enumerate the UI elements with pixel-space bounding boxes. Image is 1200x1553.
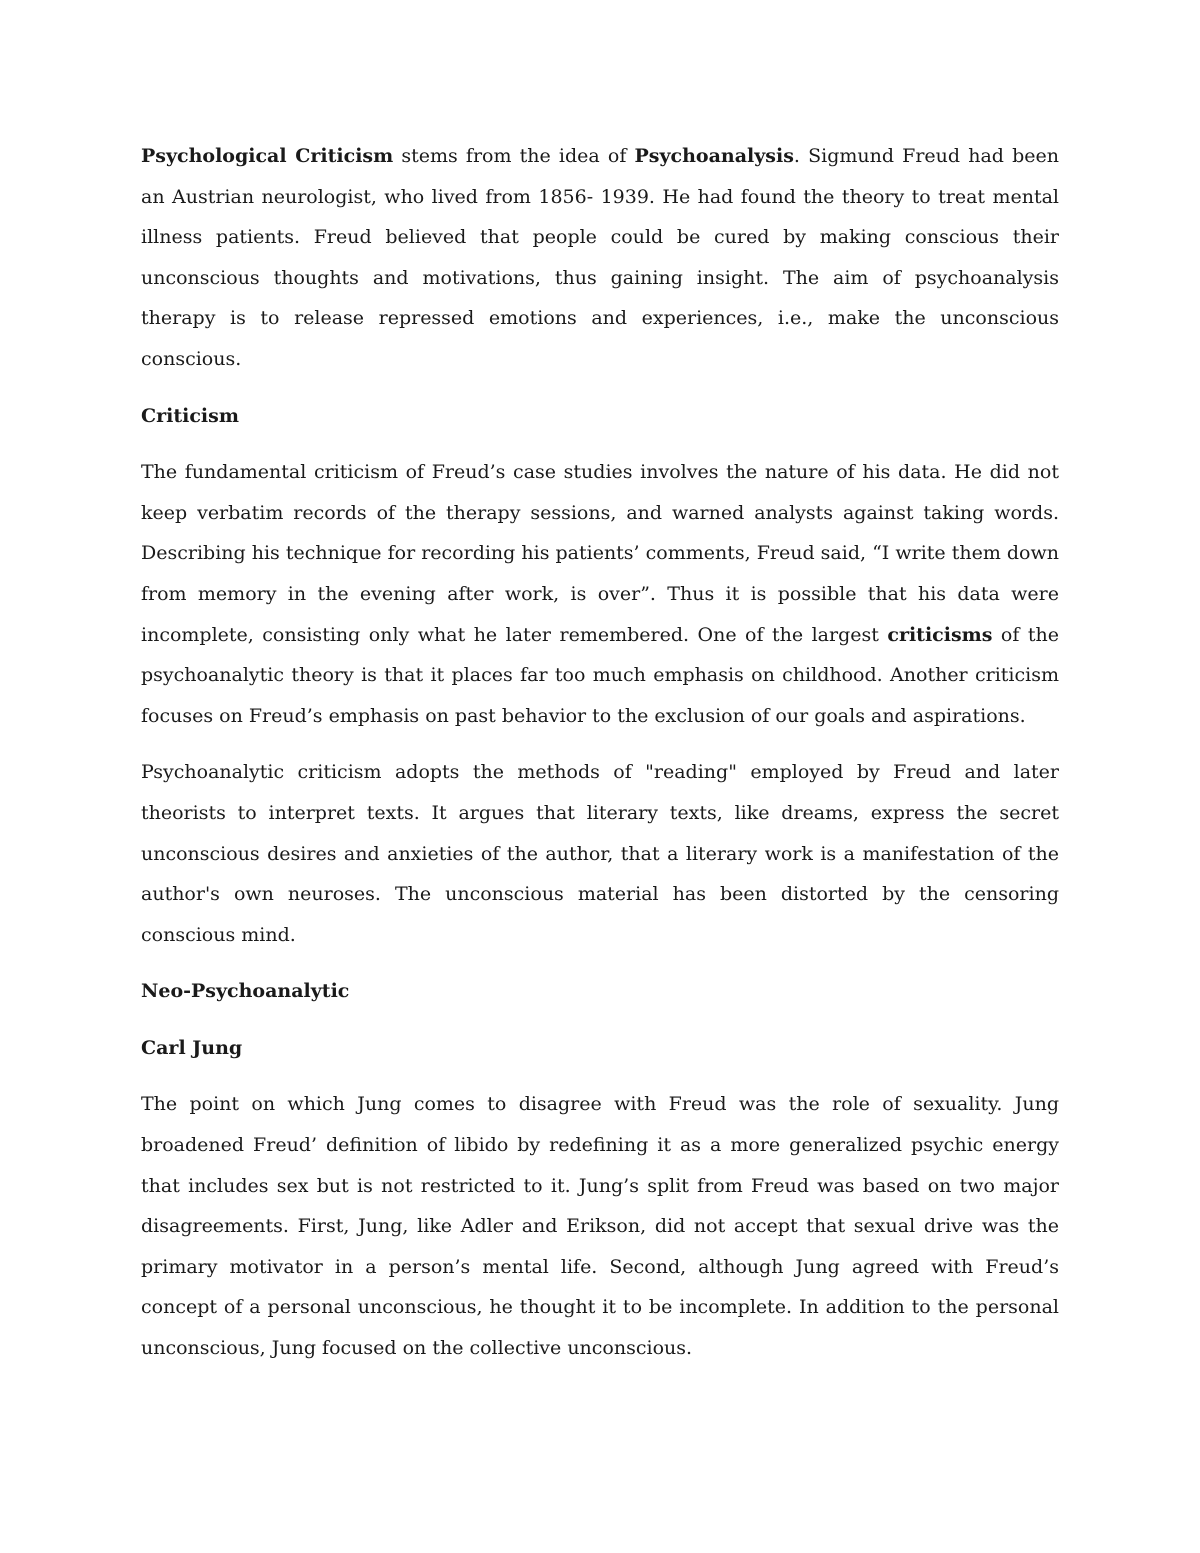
term-criticisms: criticisms: [887, 623, 993, 646]
psychoanalytic-criticism-paragraph: Psychoanalytic criticism adopts the methods of "reading" employed by Freud and later theorists to interpret texts. It argues that literary texts, like dreams, express the secret unconscious desires and anxieties of the author, that a literary work is a manifestation of the author's own neuroses. The unconscious material has been distorted by the censoring conscious mind.: [141, 761, 1059, 946]
term-psychoanalysis: Psychoanalysis: [634, 145, 794, 167]
criticism-text-2: of the psychoanalytic theory is that it places far too much emphasis on childhood. Another criticism focuses on Freud’s emphasis on past behavior to the exclusion of our goals and aspirations.: [141, 623, 1060, 727]
criticism-text-1: The fundamental criticism of Freud’s case studies involves the nature of his data. He did not keep verbatim records of the therapy sessions, and warned analysts against taking words. Describing his technique for recording his patients’ comments, Freud said, “I write them down from memory in the evening after work, is over”. Thus it is possible that his data were incomplete, consisting only what he later remembered. One of the largest: [141, 461, 1059, 646]
document-body: [141, 136, 1059, 1369]
heading-criticism: Criticism: [141, 404, 239, 427]
jung-paragraph: The point on which Jung comes to disagree with Freud was the role of sexuality. Jung broadened Freud’ definition of libido by redefining it as a more generalized psychic energy that includes sex but is not restricted to it. Jung’s split from Freud was based on two major disagreements. First, Jung, like Adler and Erikson, did not accept that sexual drive was the primary motivator in a person’s mental life. Second, although Jung agreed with Freud’s concept of a personal unconscious, he thought it to be incomplete. In addition to the personal unconscious, Jung focused on the collective unconscious.: [141, 1093, 1059, 1360]
term-psychological-criticism: Psychological Criticism: [141, 145, 394, 167]
intro-text-1: stems from the idea of: [393, 145, 635, 167]
heading-carl-jung: Carl Jung: [141, 1036, 243, 1059]
criticism-paragraph: [141, 452, 1059, 736]
intro-paragraph: [141, 136, 1059, 380]
heading-neo-psychoanalytic: Neo-Psychoanalytic: [141, 980, 350, 1003]
intro-text-2: . Sigmund Freud had been an Austrian neurologist, who lived from 1856- 1939. He had found the theory to treat mental illness patients. Freud believed that people could be cured by making conscious their unconscious thoughts and motivations, thus gaining insight. The aim of psychoanalysis therapy is to release repressed emotions and experiences, i.e., make the unconscious conscious.: [141, 145, 1059, 370]
